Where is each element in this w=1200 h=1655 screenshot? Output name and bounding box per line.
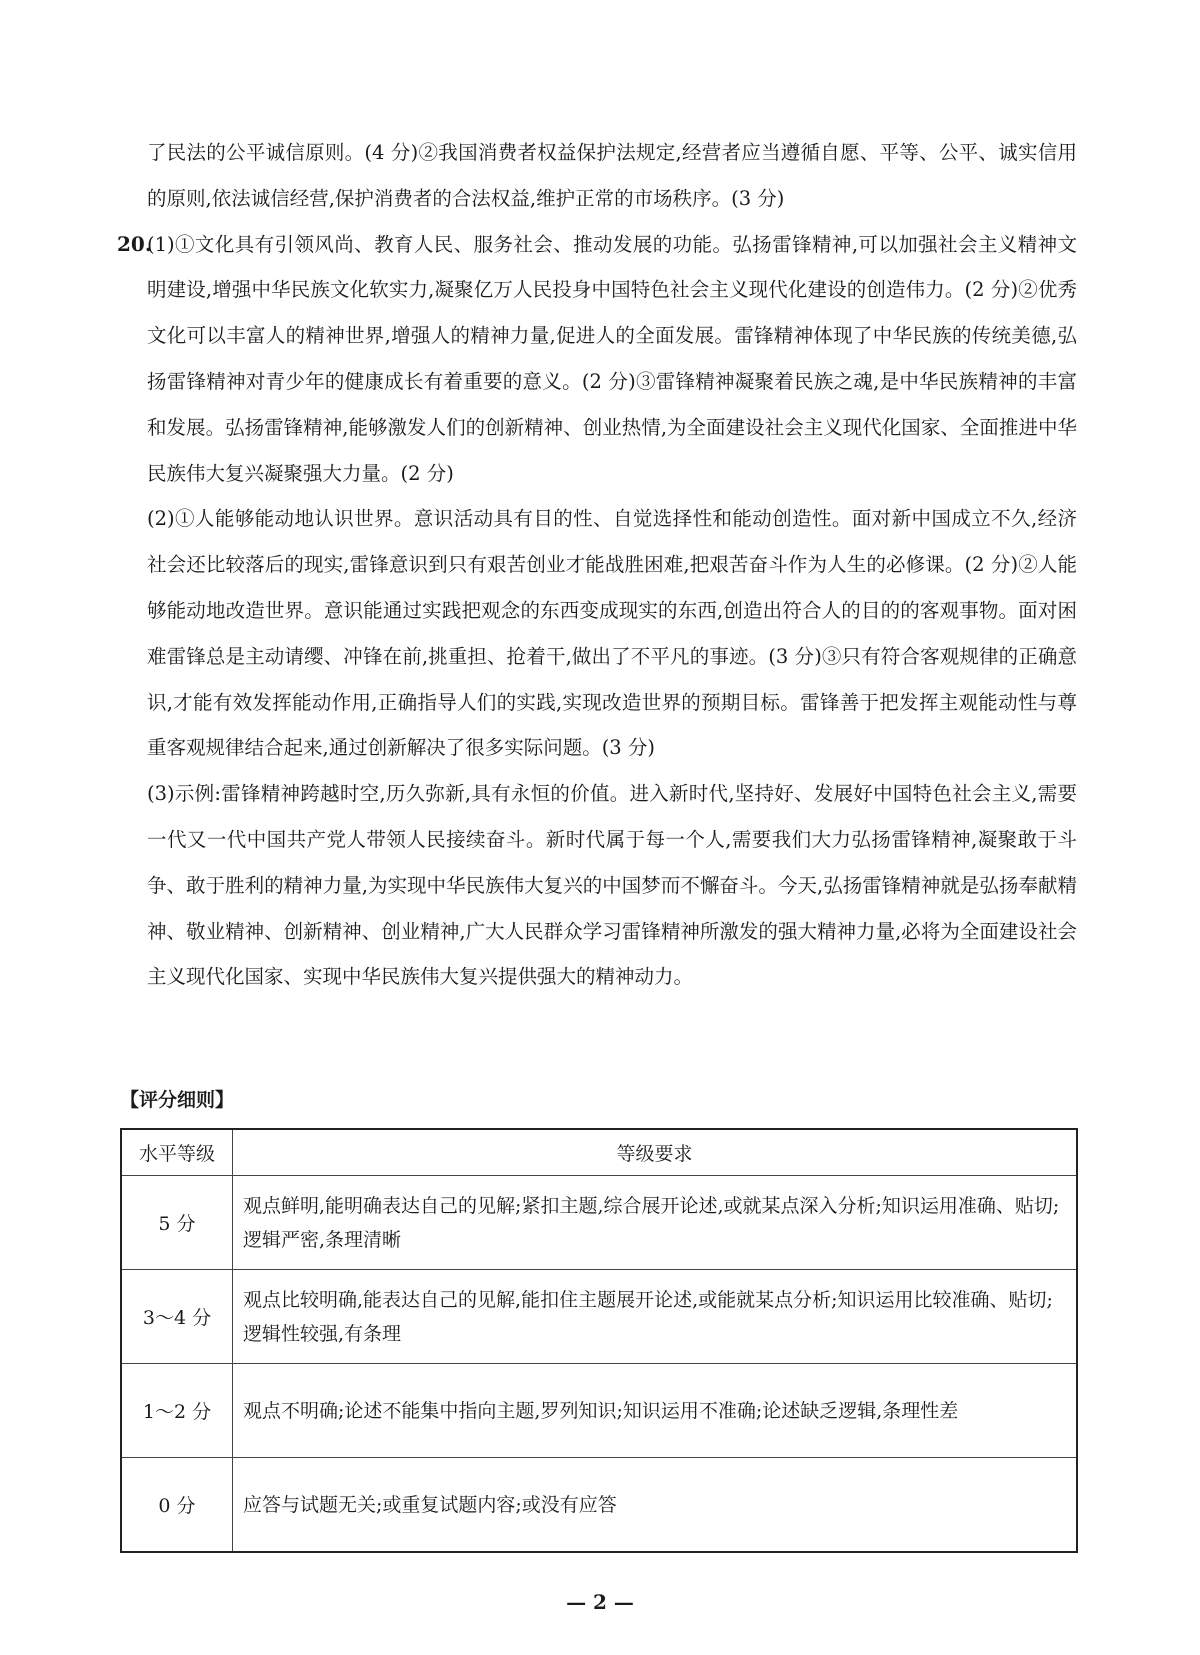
rubric-header-requirement: 等级要求 [233, 1129, 1078, 1176]
question-20-part-2: (2)①人能够能动地认识世界。意识活动具有目的性、自觉选择性和能动创造性。面对新中国成立不久,经济社会还比较落后的现实,雷锋意识到只有艰苦创业才能战胜困难,把艰苦奋斗作为人生的必修课。(2 分)②人能够能动地改造世界。意识能通过实践把观念的东西变成现实的东西,创造出符合人的目的的客观事物。面对困难雷锋总是主动请缨、冲锋在前,挑重担、抢着干,做出了不平凡的事迹。(3 分)③只有符合客观规律的正确意识,才能有效发挥能动作用,正确指导人们的实践,实现改造世界的预期目标。雷锋善于把发挥主观能动性与尊重客观规律结合起来,通过创新解决了很多实际问题。(3 分) [147, 507, 1077, 760]
answer-content [117, 130, 1077, 1000]
rubric-level: 5 分 [121, 1176, 233, 1270]
rubric-level: 1～2 分 [121, 1364, 233, 1458]
rubric-row [121, 1458, 1077, 1553]
rubric-header-level: 水平等级 [121, 1129, 233, 1176]
question-20-part-3: (3)示例:雷锋精神跨越时空,历久弥新,具有永恒的价值。进入新时代,坚持好、发展好中国特色社会主义,需要一代又一代中国共产党人带领人民接续奋斗。新时代属于每一个人,需要我们大力弘扬雷锋精神,凝聚敢于斗争、敢于胜利的精神力量,为实现中华民族伟大复兴的中国梦而不懈奋斗。今天,弘扬雷锋精神就是弘扬奉献精神、敬业精神、创新精神、创业精神,广大人民群众学习雷锋精神所激发的强大精神力量,必将为全面建设社会主义现代化国家、实现中华民族伟大复兴提供强大的精神动力。 [147, 782, 1077, 989]
rubric-requirement: 观点不明确;论述不能集中指向主题,罗列知识;知识运用不准确;论述缺乏逻辑,条理性差 [233, 1364, 1078, 1458]
rubric-level: 3～4 分 [121, 1270, 233, 1364]
rubric-heading: 【评分细则】 [120, 1089, 235, 1111]
question-number: 20. [117, 231, 152, 256]
rubric-header-row [121, 1129, 1077, 1176]
question-20 [117, 222, 1077, 1001]
rubric-level: 0 分 [121, 1458, 233, 1553]
intro-paragraph: 了民法的公平诚信原则。(4 分)②我国消费者权益保护法规定,经营者应当遵循自愿、平等、公平、诚实信用的原则,依法诚信经营,保护消费者的合法权益,维护正常的市场秩序。(3 分) [147, 141, 1077, 210]
rubric-row [121, 1270, 1077, 1364]
question-20-part-1: (1)①文化具有引领风尚、教育人民、服务社会、推动发展的功能。弘扬雷锋精神,可以加强社会主义精神文明建设,增强中华民族文化软实力,凝聚亿万人民投身中国特色社会主义现代化建设的创造伟力。(2 分)②优秀文化可以丰富人的精神世界,增强人的精神力量,促进人的全面发展。雷锋精神体现了中华民族的传统美德,弘扬雷锋精神对青少年的健康成长有着重要的意义。(2 分)③雷锋精神凝聚着民族之魂,是中华民族精神的丰富和发展。弘扬雷锋精神,能够激发人们的创新精神、创业热情,为全面建设社会主义现代化国家、全面推进中华民族伟大复兴凝聚强大力量。(2 分) [147, 232, 1077, 485]
rubric-requirement: 应答与试题无关;或重复试题内容;或没有应答 [233, 1458, 1078, 1553]
rubric-row [121, 1176, 1077, 1270]
rubric-row [121, 1364, 1077, 1458]
rubric-table [120, 1128, 1078, 1553]
rubric-requirement: 观点鲜明,能明确表达自己的见解;紧扣主题,综合展开论述,或就某点深入分析;知识运用准确、贴切;逻辑严密,条理清晰 [233, 1176, 1078, 1270]
page-number: — 2 — [566, 1590, 634, 1614]
rubric-requirement: 观点比较明确,能表达自己的见解,能扣住主题展开论述,或能就某点分析;知识运用比较准确、贴切;逻辑性较强,有条理 [233, 1270, 1078, 1364]
